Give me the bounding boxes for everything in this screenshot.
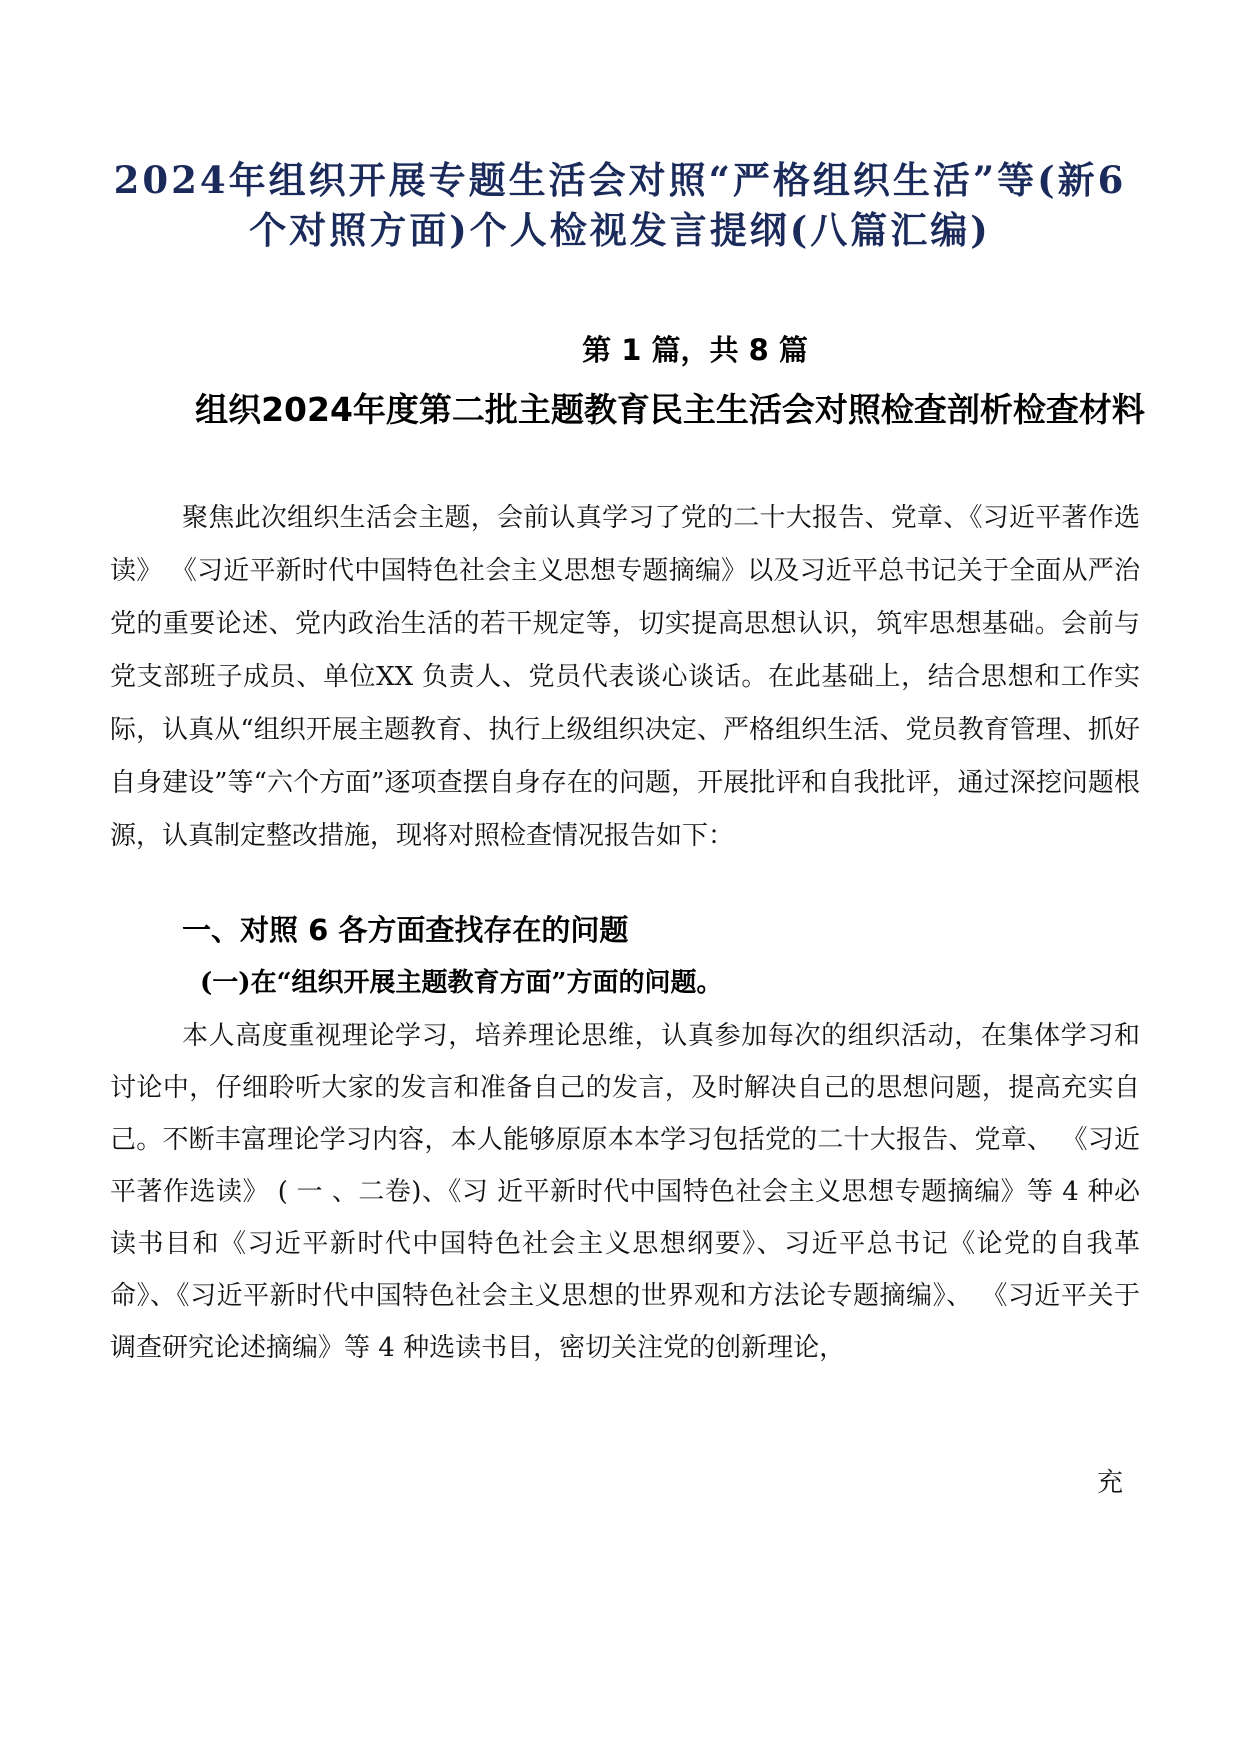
part-label: 第 1 篇，共 8 篇 [582,333,808,367]
page-end-character: 充 [1097,1468,1124,1498]
section-heading: 一、对照 6 各方面查找存在的问题 [182,913,629,947]
intro-paragraph: 聚焦此次组织生活会主题，会前认真学习了党的二十大报告、党章、《习近平著作选读》 《习近平新时代中国特色社会主义思想专题摘编》以及习近平总书记关于全面从严治党的重要论述、党内政治生活的若干规定等，切实提高思想认识，筑牢思想基础。会前与党支部班子成员、单位XX 负责人、党员代表谈心谈话。在此基础上，结合思想和工作实际，认真从“组织开展主题教育、执行上级组织决定、严格组织生活、党员教育管理、抓好自身建设”等“六个方面”逐项查摆自身存在的问题，开展批评和自我批评，通过深挖问题根源，认真制定整改措施，现将对照检查情况报告如下： [110,503,1140,851]
document-subtitle: 组织2024年度第二批主题教育民主生活会对照检查剖析检查材料 [195,390,1145,429]
subsection-heading: (一)在“组织开展主题教育方面”方面的问题。 [200,968,723,998]
body-paragraph: 本人高度重视理论学习，培养理论思维，认真参加每次的组织活动，在集体学习和讨论中，仔细聆听大家的发言和准备自己的发言，及时解决自己的思想问题，提高充实自己。不断丰富理论学习内容，本人能够原原本本学习包括党的二十大报告、党章、 《习近平著作选读》 ( 一 、二卷)、《习 近平新时代中国特色社会主义思想专题摘编》等 4 种必读书目和《习近平新时代中国特色社会主义思想纲要》、习近平总书记《论党的自我革命》、《习近平新时代中国特色社会主义思想的世界观和方法论专题摘编》、 《习近平关于调查研究论述摘编》等 4 种选读书目，密切关注党的创新理论， [110,1021,1140,1363]
document-title: 2024年组织开展专题生活会对照“严格组织生活”等(新6个对照方面)个人检视发言提纲(八篇汇编) [113,158,1127,252]
